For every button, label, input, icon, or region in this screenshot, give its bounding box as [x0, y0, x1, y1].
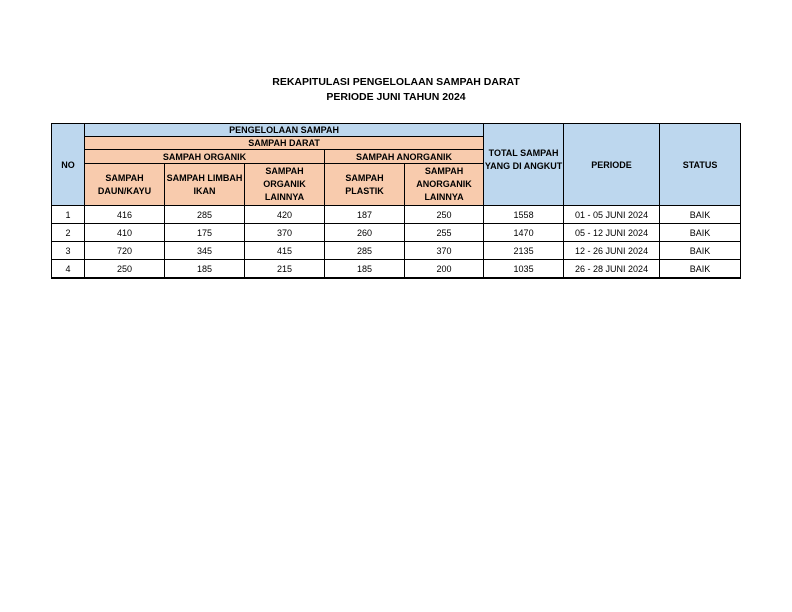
cell-daun-kayu: 416 [85, 206, 165, 224]
header-no: NO [52, 124, 85, 206]
cell-status: BAIK [660, 242, 741, 260]
header-total: TOTAL SAMPAH YANG DI ANGKUT [484, 124, 564, 206]
cell-daun-kayu: 720 [85, 242, 165, 260]
cell-periode: 12 - 26 JUNI 2024 [564, 242, 660, 260]
header-status: STATUS [660, 124, 741, 206]
cell-status: BAIK [660, 206, 741, 224]
cell-organik-lainnya: 415 [245, 242, 325, 260]
cell-no: 3 [52, 242, 85, 260]
header-darat: SAMPAH DARAT [85, 137, 484, 150]
cell-organik-lainnya: 215 [245, 260, 325, 279]
cell-total: 1035 [484, 260, 564, 279]
table-row [52, 206, 741, 224]
cell-plastik: 285 [325, 242, 405, 260]
cell-periode: 01 - 05 JUNI 2024 [564, 206, 660, 224]
table-row [52, 224, 741, 242]
cell-plastik: 187 [325, 206, 405, 224]
recap-table [51, 123, 741, 279]
cell-status: BAIK [660, 224, 741, 242]
cell-anorganik-lainnya: 255 [405, 224, 484, 242]
header-plastik: SAMPAH PLASTIK [325, 164, 405, 206]
cell-plastik: 185 [325, 260, 405, 279]
cell-limbah-ikan: 345 [165, 242, 245, 260]
header-anorganik-lainnya: SAMPAH ANORGANIK LAINNYA [405, 164, 484, 206]
cell-limbah-ikan: 175 [165, 224, 245, 242]
cell-periode: 05 - 12 JUNI 2024 [564, 224, 660, 242]
cell-total: 1470 [484, 224, 564, 242]
header-organik: SAMPAH ORGANIK [85, 150, 325, 164]
cell-total: 1558 [484, 206, 564, 224]
cell-total: 2135 [484, 242, 564, 260]
cell-no: 1 [52, 206, 85, 224]
cell-organik-lainnya: 420 [245, 206, 325, 224]
table-row [52, 242, 741, 260]
report-title: REKAPITULASI PENGELOLAAN SAMPAH DARAT [272, 76, 520, 88]
header-daun-kayu: SAMPAH DAUN/KAYU [85, 164, 165, 206]
cell-no: 4 [52, 260, 85, 279]
cell-daun-kayu: 250 [85, 260, 165, 279]
report-subtitle: PERIODE JUNI TAHUN 2024 [326, 91, 466, 103]
cell-anorganik-lainnya: 370 [405, 242, 484, 260]
header-periode: PERIODE [564, 124, 660, 206]
header-anorganik: SAMPAH ANORGANIK [325, 150, 484, 164]
cell-periode: 26 - 28 JUNI 2024 [564, 260, 660, 279]
cell-daun-kayu: 410 [85, 224, 165, 242]
cell-limbah-ikan: 285 [165, 206, 245, 224]
cell-plastik: 260 [325, 224, 405, 242]
header-limbah-ikan: SAMPAH LIMBAH IKAN [165, 164, 245, 206]
header-organik-lainnya: SAMPAH ORGANIK LAINNYA [245, 164, 325, 206]
cell-status: BAIK [660, 260, 741, 279]
header-pengelolaan: PENGELOLAAN SAMPAH [85, 124, 484, 137]
cell-no: 2 [52, 224, 85, 242]
table-row [52, 260, 741, 279]
cell-limbah-ikan: 185 [165, 260, 245, 279]
cell-anorganik-lainnya: 250 [405, 206, 484, 224]
cell-organik-lainnya: 370 [245, 224, 325, 242]
cell-anorganik-lainnya: 200 [405, 260, 484, 279]
